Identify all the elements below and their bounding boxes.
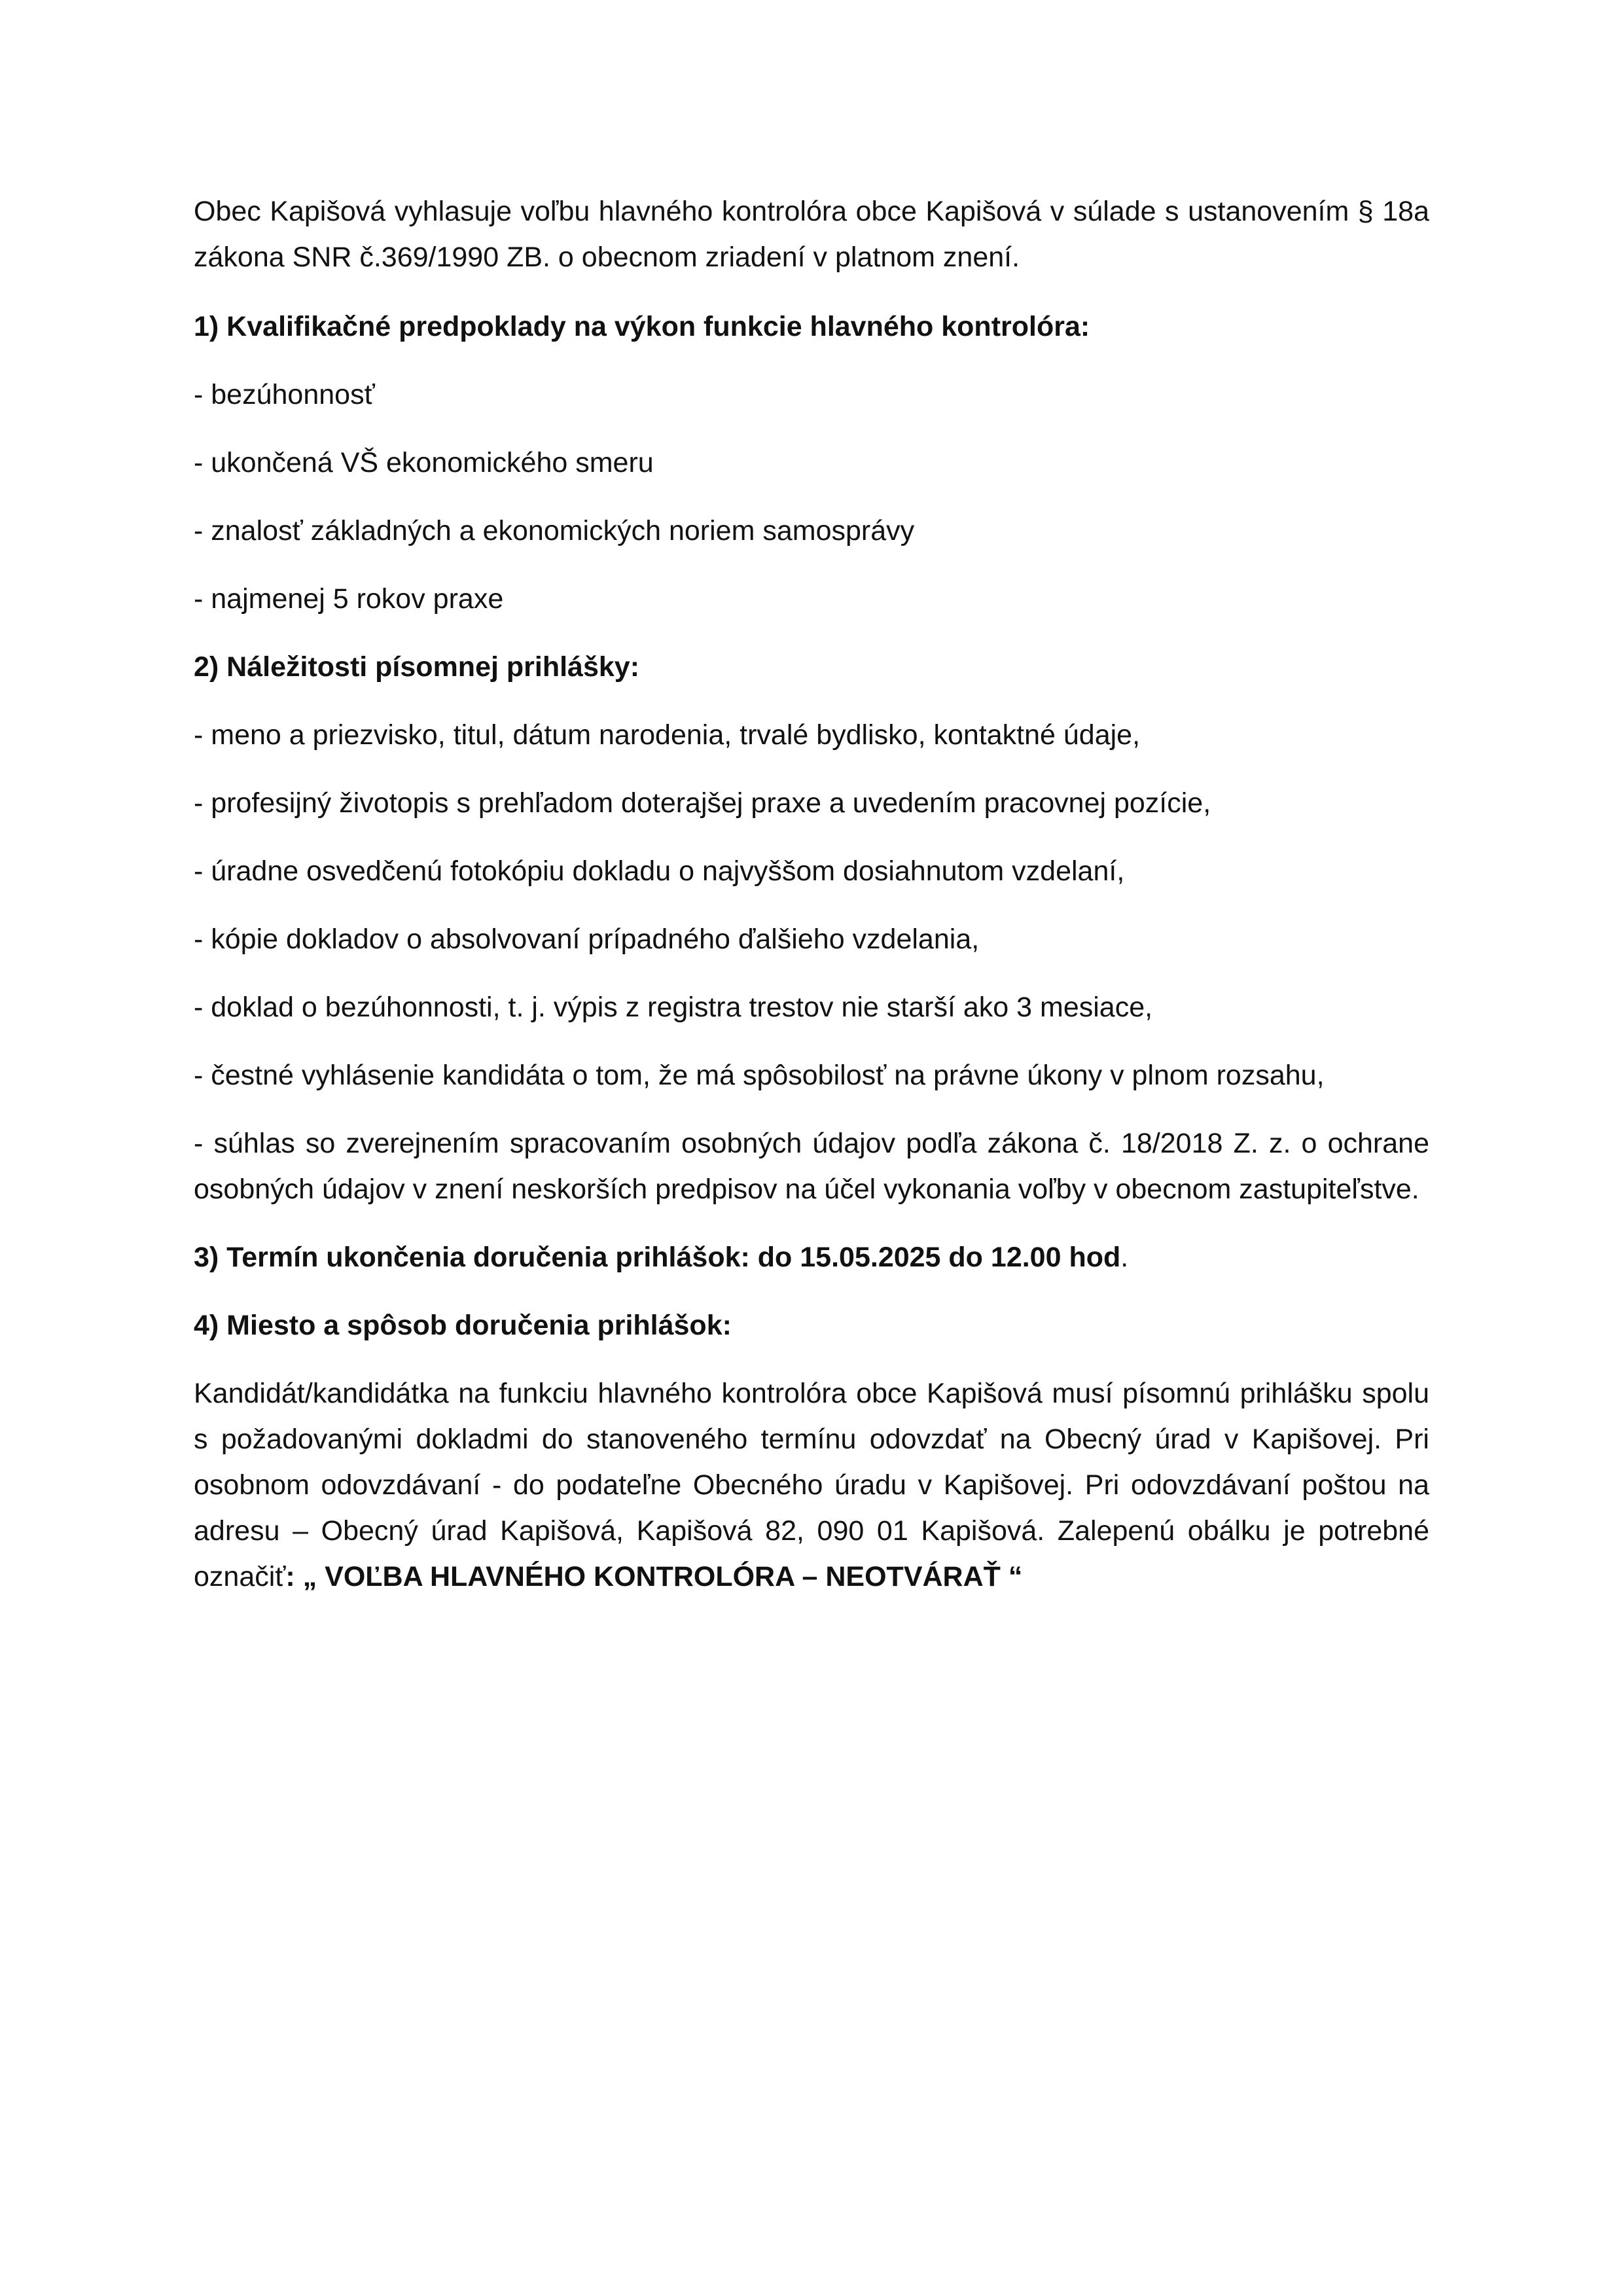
section2-item-6: - čestné vyhlásenie kandidáta o tom, že má spôsobilosť na právne úkony v plnom rozsahu, — [194, 1060, 1325, 1091]
section2-item-3: - úradne osvedčenú fotokópiu dokladu o najvyššom dosiahnutom vzdelaní, — [194, 855, 1125, 887]
document-page — [194, 188, 1429, 1600]
section3-heading-text: 3) Termín ukončenia doručenia prihlášok: do 15.05.2025 do 12.00 hod — [194, 1242, 1121, 1273]
section4-heading: 4) Miesto a spôsob doručenia prihlášok: — [194, 1310, 732, 1341]
section2-item-1: - meno a priezvisko, titul, dátum narodenia, trvalé bydlisko, kontaktné údaje, — [194, 719, 1141, 751]
section2-item-2: - profesijný životopis s prehľadom doterajšej praxe a uvedením pracovnej pozície, — [194, 787, 1211, 819]
section4-emphasis: : „ VOĽBA HLAVNÉHO KONTROLÓRA – NEOTVÁRAŤ “ — [285, 1561, 1023, 1592]
section3-trailing-period: . — [1120, 1242, 1129, 1273]
intro-paragraph: Obec Kapišová vyhlasuje voľbu hlavného kontrolóra obce Kapišová v súlade s ustanovením § 18a zákona SNR č.369/1990 ZB. o obecnom zriadení v platnom znení. — [194, 196, 1429, 273]
section1-heading: 1) Kvalifikačné predpoklady na výkon funkcie hlavného kontrolóra: — [194, 311, 1090, 342]
section2-item-7: - súhlas so zverejnením spracovaním osobných údajov podľa zákona č. 18/2018 Z. z. o ochrane osobných údajov v znení neskorších predpisov na účel vykonania voľby v obecnom zastupiteľstve. — [194, 1128, 1429, 1205]
section2-item-4: - kópie dokladov o absolvovaní prípadného ďalšieho vzdelania, — [194, 924, 980, 955]
section4-body-text: Kandidát/kandidátka na funkciu hlavného kontrolóra obce Kapišová musí písomnú prihlášku spolu s požadovanými dokladmi do stanoveného termínu odovzdať na Obecný úrad v Kapišovej. Pri osobnom odovzdávaní - do podateľne Obecného úradu v Kapišovej. Pri odovzdávaní poštou na adresu – Obecný úrad Kapišová, Kapišová 82, 090 01 Kapišová. Zalepenú obálku je potrebné označiť — [194, 1378, 1429, 1592]
section2-item-5: - doklad o bezúhonnosti, t. j. výpis z registra trestov nie starší ako 3 mesiace, — [194, 992, 1153, 1023]
section4-body — [194, 1371, 1429, 1600]
section1-item-2: - ukončená VŠ ekonomického smeru — [194, 447, 654, 478]
section1-item-3: - znalosť základných a ekonomických noriem samosprávy — [194, 515, 915, 547]
section1-item-4: - najmenej 5 rokov praxe — [194, 583, 504, 615]
section3-heading — [194, 1234, 1429, 1280]
section2-heading: 2) Náležitosti písomnej prihlášky: — [194, 651, 640, 683]
section1-item-1: - bezúhonnosť — [194, 379, 375, 410]
